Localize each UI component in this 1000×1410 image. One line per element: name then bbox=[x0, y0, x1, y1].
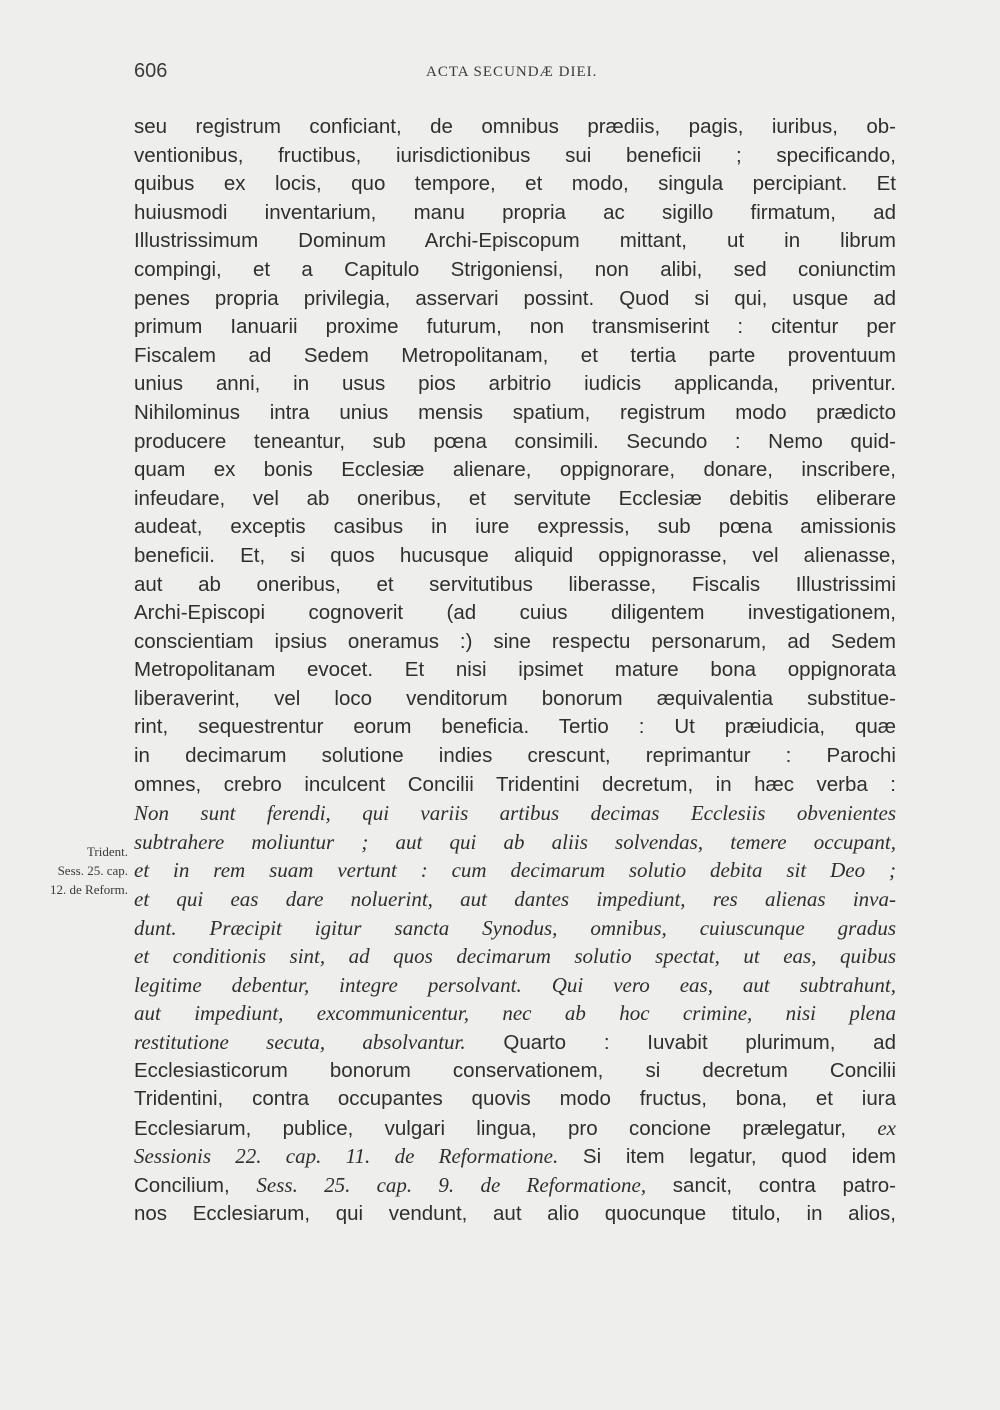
italic-text-segment: Sess. 25. cap. 9. de Reformatione, bbox=[256, 1172, 647, 1197]
text-segment: beneficii. Et, si quos hucusque aliquid oppignorasse, vel alienasse, bbox=[134, 543, 896, 567]
text-line bbox=[134, 742, 896, 771]
italic-text-segment: Non sunt ferendi, qui variis artibus decimas Ecclesiis obvenientes bbox=[134, 801, 896, 826]
text-line bbox=[134, 1085, 896, 1114]
text-line bbox=[134, 313, 896, 342]
italic-text-segment: legitime debentur, integre persolvant. Qui vero eas, aut subtrahunt, bbox=[134, 972, 896, 997]
text-line bbox=[134, 999, 896, 1028]
page-header bbox=[134, 60, 896, 90]
italic-text-segment: aut impediunt, excommunicentur, nec ab hoc crimine, nisi plena bbox=[134, 1001, 896, 1026]
page-number: 606 bbox=[134, 60, 168, 82]
text-line bbox=[134, 571, 896, 600]
italic-text-segment: et conditionis sint, ad quos decimarum solutio spectat, ut eas, quibus bbox=[134, 944, 896, 969]
text-segment: Metropolitanam evocet. Et nisi ipsimet mature bona oppignorata bbox=[134, 658, 896, 682]
text-line bbox=[134, 828, 896, 857]
text-line bbox=[134, 485, 896, 514]
text-segment: Si item legatur, quod idem bbox=[558, 1145, 896, 1169]
italic-text-segment: ex bbox=[877, 1115, 896, 1140]
text-line bbox=[134, 799, 896, 828]
text-line bbox=[134, 885, 896, 914]
text-line bbox=[134, 456, 896, 485]
text-segment: primum Ianuarii proxime futurum, non transmiserint : citentur per bbox=[134, 315, 896, 339]
text-line bbox=[134, 113, 896, 142]
text-line bbox=[134, 1028, 896, 1057]
text-line bbox=[134, 256, 896, 285]
italic-text-segment: et qui eas dare noluerint, aut dantes impediunt, res alienas inva- bbox=[134, 887, 896, 912]
margin-note-line: Sess. 25. cap. bbox=[57, 863, 128, 878]
text-line bbox=[134, 685, 896, 714]
margin-note bbox=[16, 842, 128, 899]
text-segment: unius anni, in usus pios arbitrio iudicis applicanda, priventur. bbox=[134, 372, 896, 396]
text-segment: aut ab oneribus, et servitutibus liberasse, Fiscalis Illustrissimi bbox=[134, 572, 896, 596]
text-segment: audeat, exceptis casibus in iure expressis, sub pœna amissionis bbox=[134, 515, 896, 539]
text-segment: Quarto : Iuvabit plurimum, ad bbox=[465, 1031, 896, 1054]
text-line bbox=[134, 399, 896, 428]
text-line bbox=[134, 1200, 896, 1229]
text-line bbox=[134, 142, 896, 171]
text-segment: Ecclesiasticorum bonorum conservationem, si decretum Concilii bbox=[134, 1058, 896, 1082]
text-segment: Illustrissimum Dominum Archi-Episcopum mittant, ut in librum bbox=[134, 229, 896, 253]
text-line bbox=[134, 971, 896, 1000]
text-segment: ventionibus, fructibus, iurisdictionibus sui beneficii ; specificando, bbox=[134, 143, 896, 167]
text-segment: Concilium, bbox=[134, 1173, 257, 1197]
text-line bbox=[134, 856, 896, 885]
text-line bbox=[134, 428, 896, 457]
text-segment: nos Ecclesiarum, qui vendunt, aut alio quocunque titulo, in alios, bbox=[134, 1201, 896, 1225]
text-segment: Archi-Episcopi cognoverit (ad cuius diligentem investigationem, bbox=[134, 601, 896, 625]
italic-text-segment: Sessionis 22. cap. 11. de Reformatione. bbox=[134, 1144, 559, 1169]
italic-text-segment: restitutione secuta, absolvantur. bbox=[134, 1030, 466, 1054]
text-line bbox=[134, 170, 896, 199]
text-line bbox=[134, 771, 896, 800]
text-segment: omnes, crebro inculcent Concilii Tridentini decretum, in hæc verba : bbox=[134, 772, 896, 796]
italic-text-segment: dunt. Præcipit igitur sancta Synodus, omnibus, cuiuscunque gradus bbox=[134, 915, 896, 940]
text-line bbox=[134, 628, 896, 657]
text-segment: conscientiam ipsius oneramus :) sine respectu personarum, ad Sedem bbox=[134, 629, 896, 653]
text-line bbox=[134, 342, 896, 371]
text-segment: rint, sequestrentur eorum beneficia. Tertio : Ut præiudicia, quæ bbox=[134, 715, 896, 739]
text-line bbox=[134, 599, 896, 628]
text-segment: Fiscalem ad Sedem Metropolitanam, et tertia parte proventuum bbox=[134, 343, 896, 367]
text-segment: compingi, et a Capitulo Strigoniensi, non alibi, sed coniunctim bbox=[134, 257, 896, 281]
text-line bbox=[134, 1171, 896, 1200]
text-line bbox=[134, 713, 896, 742]
text-segment: infeudare, vel ab oneribus, et servitute Ecclesiæ debitis eliberare bbox=[134, 486, 896, 510]
text-segment: quam ex bonis Ecclesiæ alienare, oppignorare, donare, inscribere, bbox=[134, 458, 896, 482]
text-segment: Tridentini, contra occupantes quovis modo fructus, bona, et iura bbox=[134, 1087, 896, 1111]
text-line bbox=[134, 1114, 896, 1143]
text-line bbox=[134, 199, 896, 228]
text-segment: in decimarum solutione indies crescunt, reprimantur : Parochi bbox=[134, 744, 896, 768]
margin-note-line: Trident. bbox=[86, 844, 128, 859]
text-segment: liberaverint, vel loco venditorum bonorum æquivalentia substitue- bbox=[134, 686, 896, 710]
text-segment: Ecclesiarum, publice, vulgari lingua, pro concione prælegatur, bbox=[134, 1116, 878, 1140]
text-line bbox=[134, 227, 896, 256]
text-line bbox=[134, 656, 896, 685]
text-segment: quibus ex locis, quo tempore, et modo, singula percipiant. Et bbox=[134, 172, 896, 196]
text-line bbox=[134, 914, 896, 943]
text-segment: producere teneantur, sub pœna consimili. Secundo : Nemo quid- bbox=[134, 429, 896, 453]
text-line bbox=[134, 942, 896, 971]
text-segment: sancit, contra patro- bbox=[646, 1173, 896, 1197]
text-segment: seu registrum conficiant, de omnibus prædiis, pagis, iuribus, ob- bbox=[134, 115, 896, 138]
text-line bbox=[134, 285, 896, 314]
italic-text-segment: subtrahere moliuntur ; aut qui ab aliis solvendas, temere occupant, bbox=[134, 829, 896, 854]
body-text bbox=[134, 113, 896, 1228]
text-segment: penes propria privilegia, asservari possint. Quod si qui, usque ad bbox=[134, 286, 896, 310]
italic-text-segment: et in rem suam vertunt : cum decimarum solutio debita sit Deo ; bbox=[134, 858, 896, 883]
running-head: ACTA SECUNDÆ DIEI. bbox=[426, 64, 598, 80]
text-line bbox=[134, 1142, 896, 1171]
text-segment: Nihilominus intra unius mensis spatium, registrum modo prædicto bbox=[134, 400, 896, 424]
text-line bbox=[134, 542, 896, 571]
text-line bbox=[134, 370, 896, 399]
text-line bbox=[134, 513, 896, 542]
text-line bbox=[134, 1057, 896, 1086]
text-segment: huiusmodi inventarium, manu propria ac sigillo firmatum, ad bbox=[134, 200, 896, 224]
margin-note-line: 12. de Reform. bbox=[50, 882, 128, 897]
